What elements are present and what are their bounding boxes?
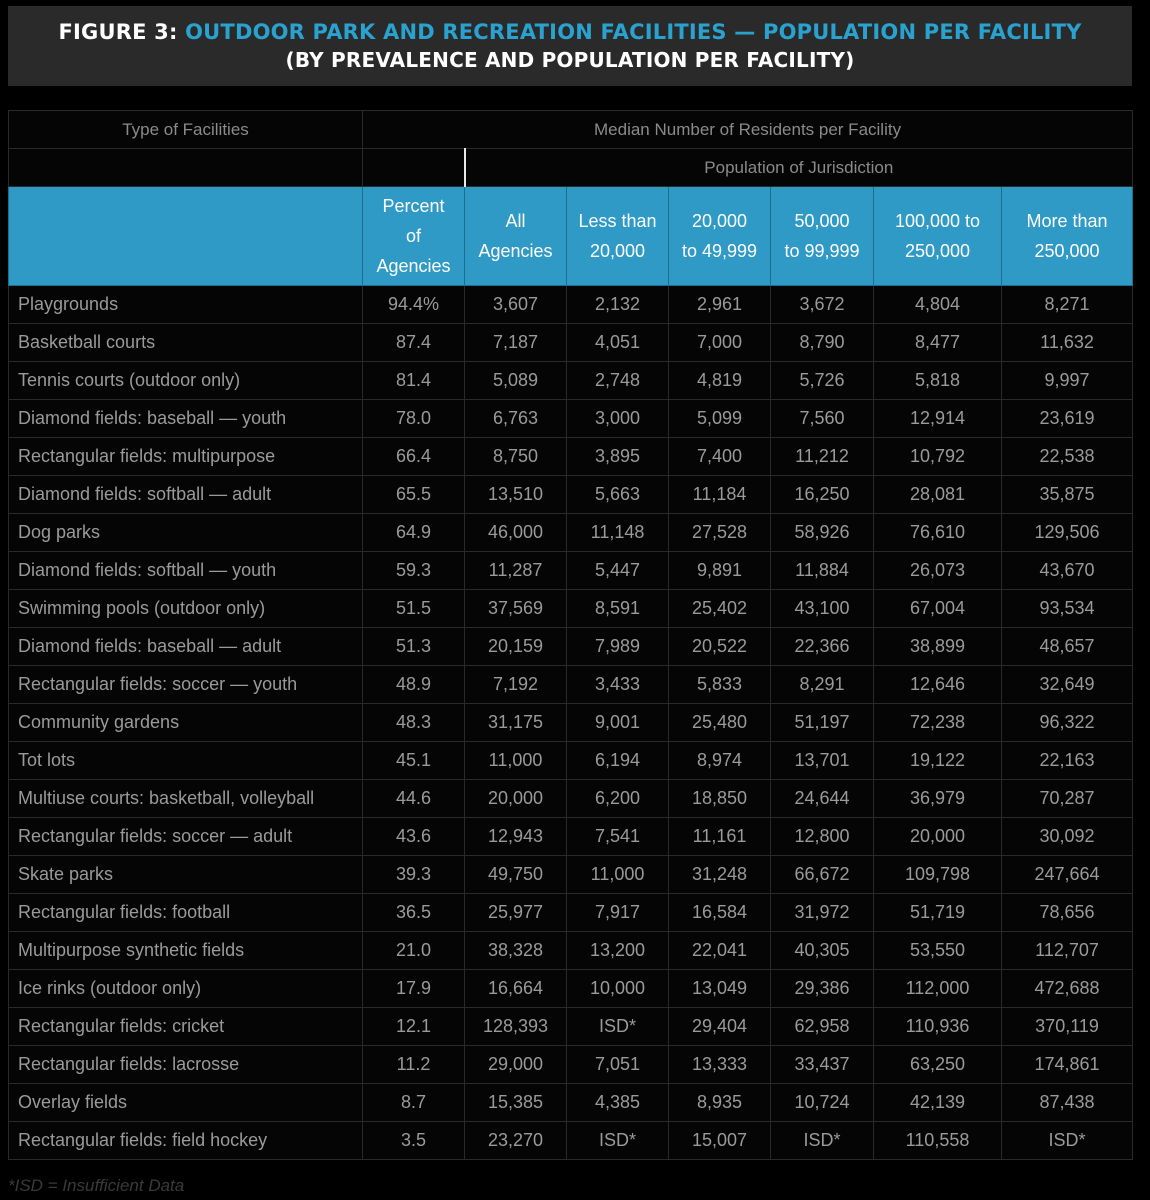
table-row: [9, 286, 1133, 324]
header-type-of-facilities: Type of Facilities: [9, 111, 363, 149]
table-cell: 51,197: [771, 704, 874, 742]
table-row: [9, 894, 1133, 932]
table-cell: 6,763: [465, 400, 567, 438]
table-cell: 43.6: [363, 818, 465, 856]
table-cell: 11,287: [465, 552, 567, 590]
table-cell: 8,477: [874, 324, 1002, 362]
table-cell: 18,850: [669, 780, 771, 818]
table-cell: 9,997: [1002, 362, 1133, 400]
table-cell: 10,724: [771, 1084, 874, 1122]
table-cell: 19,122: [874, 742, 1002, 780]
table-cell: 22,163: [1002, 742, 1133, 780]
table-cell: 66,672: [771, 856, 874, 894]
header-blank-1: [9, 149, 363, 187]
table-cell: 7,560: [771, 400, 874, 438]
table-cell: 67,004: [874, 590, 1002, 628]
title-accent: OUTDOOR PARK AND RECREATION FACILITIES — POPULATION PER FACILITY: [185, 20, 1082, 44]
facility-name: Community gardens: [9, 704, 363, 742]
table-cell: 112,707: [1002, 932, 1133, 970]
table-row: [9, 932, 1133, 970]
table-cell: 62,958: [771, 1008, 874, 1046]
table-cell: 38,328: [465, 932, 567, 970]
table-cell: 4,385: [567, 1084, 669, 1122]
table-cell: 10,000: [567, 970, 669, 1008]
table-cell: 30,092: [1002, 818, 1133, 856]
facility-name: Multiuse courts: basketball, volleyball: [9, 780, 363, 818]
table-cell: 38,899: [874, 628, 1002, 666]
table-cell: 11,632: [1002, 324, 1133, 362]
column-header-100000-250000: 100,000 to 250,000: [874, 187, 1002, 286]
facility-name: Tot lots: [9, 742, 363, 780]
table-cell: 11,161: [669, 818, 771, 856]
column-header-gt-250000: More than 250,000: [1002, 187, 1133, 286]
table-row: [9, 514, 1133, 552]
table-cell: 13,049: [669, 970, 771, 1008]
table-cell: 12,943: [465, 818, 567, 856]
table-cell: 3,000: [567, 400, 669, 438]
facility-name: Playgrounds: [9, 286, 363, 324]
table-cell: 31,248: [669, 856, 771, 894]
table-cell: 5,099: [669, 400, 771, 438]
table-cell: 6,194: [567, 742, 669, 780]
table-cell: 48.9: [363, 666, 465, 704]
facility-name: Dog parks: [9, 514, 363, 552]
facility-name: Swimming pools (outdoor only): [9, 590, 363, 628]
table-cell: 12,646: [874, 666, 1002, 704]
facility-name: Diamond fields: softball — adult: [9, 476, 363, 514]
facility-name: Rectangular fields: field hockey: [9, 1122, 363, 1160]
table-cell: 11,000: [567, 856, 669, 894]
table-cell: 72,238: [874, 704, 1002, 742]
table-cell: 23,619: [1002, 400, 1133, 438]
table-cell: 174,861: [1002, 1046, 1133, 1084]
column-header-lt-20000: Less than 20,000: [567, 187, 669, 286]
table-cell: 4,804: [874, 286, 1002, 324]
facility-name: Rectangular fields: soccer — youth: [9, 666, 363, 704]
table-cell: 3.5: [363, 1122, 465, 1160]
facility-name: Diamond fields: baseball — youth: [9, 400, 363, 438]
table-cell: 2,961: [669, 286, 771, 324]
facility-name: Rectangular fields: lacrosse: [9, 1046, 363, 1084]
facilities-table: [8, 110, 1133, 1160]
table-cell: 21.0: [363, 932, 465, 970]
table-cell: 16,664: [465, 970, 567, 1008]
table-cell: 7,400: [669, 438, 771, 476]
title-prefix: FIGURE 3:: [58, 20, 186, 44]
table-cell: 81.4: [363, 362, 465, 400]
table-row: [9, 362, 1133, 400]
table-cell: 11,184: [669, 476, 771, 514]
table-cell: 11,212: [771, 438, 874, 476]
table-cell: 129,506: [1002, 514, 1133, 552]
table-cell: 16,250: [771, 476, 874, 514]
column-header-percent: Percent of Agencies: [363, 187, 465, 286]
table-cell: 20,159: [465, 628, 567, 666]
table-cell: 4,819: [669, 362, 771, 400]
facility-name: Ice rinks (outdoor only): [9, 970, 363, 1008]
table-cell: 96,322: [1002, 704, 1133, 742]
table-cell: 17.9: [363, 970, 465, 1008]
table-cell: 28,081: [874, 476, 1002, 514]
table-row: [9, 704, 1133, 742]
table-cell: 9,001: [567, 704, 669, 742]
table-body: [9, 286, 1133, 1160]
table-cell: ISD*: [1002, 1122, 1133, 1160]
table-row: [9, 856, 1133, 894]
facility-name: Overlay fields: [9, 1084, 363, 1122]
table-cell: 31,972: [771, 894, 874, 932]
table-cell: 110,936: [874, 1008, 1002, 1046]
table-cell: 27,528: [669, 514, 771, 552]
table-cell: 94.4%: [363, 286, 465, 324]
table-row: [9, 628, 1133, 666]
facility-name: Rectangular fields: football: [9, 894, 363, 932]
facility-name: Multipurpose synthetic fields: [9, 932, 363, 970]
table-cell: 7,000: [669, 324, 771, 362]
table-cell: 20,000: [465, 780, 567, 818]
table-row: [9, 438, 1133, 476]
table-cell: 32,649: [1002, 666, 1133, 704]
table-cell: 5,089: [465, 362, 567, 400]
table-cell: 63,250: [874, 1046, 1002, 1084]
table-cell: 37,569: [465, 590, 567, 628]
table-cell: 46,000: [465, 514, 567, 552]
table-cell: 51.5: [363, 590, 465, 628]
table-cell: 8,935: [669, 1084, 771, 1122]
table-cell: 7,187: [465, 324, 567, 362]
table-cell: 51.3: [363, 628, 465, 666]
table-cell: 12.1: [363, 1008, 465, 1046]
table-cell: 5,663: [567, 476, 669, 514]
table-cell: 112,000: [874, 970, 1002, 1008]
facility-name: Rectangular fields: multipurpose: [9, 438, 363, 476]
table-cell: 2,132: [567, 286, 669, 324]
table-cell: 48,657: [1002, 628, 1133, 666]
table-cell: 3,433: [567, 666, 669, 704]
table-cell: 87.4: [363, 324, 465, 362]
table-cell: 29,000: [465, 1046, 567, 1084]
table-cell: 472,688: [1002, 970, 1133, 1008]
table-cell: 78,656: [1002, 894, 1133, 932]
table-row: [9, 476, 1133, 514]
table-cell: 29,386: [771, 970, 874, 1008]
table-cell: 3,672: [771, 286, 874, 324]
column-header-all-agencies: All Agencies: [465, 187, 567, 286]
table-cell: 7,192: [465, 666, 567, 704]
table-cell: 93,534: [1002, 590, 1133, 628]
title-line-1: [8, 20, 1132, 44]
table-cell: 8,790: [771, 324, 874, 362]
table-cell: 10,792: [874, 438, 1002, 476]
table-cell: 8,974: [669, 742, 771, 780]
title-line-2: (BY PREVALENCE AND POPULATION PER FACILITY): [285, 48, 855, 72]
facility-name: Basketball courts: [9, 324, 363, 362]
table-cell: 26,073: [874, 552, 1002, 590]
table-cell: 22,538: [1002, 438, 1133, 476]
facility-name: Tennis courts (outdoor only): [9, 362, 363, 400]
table-cell: 35,875: [1002, 476, 1133, 514]
table-cell: 44.6: [363, 780, 465, 818]
table-cell: 45.1: [363, 742, 465, 780]
facility-name: Rectangular fields: cricket: [9, 1008, 363, 1046]
table-cell: 59.3: [363, 552, 465, 590]
table-row: [9, 1046, 1133, 1084]
table-row: [9, 552, 1133, 590]
table-cell: 8,291: [771, 666, 874, 704]
table-cell: 22,366: [771, 628, 874, 666]
table-cell: ISD*: [567, 1122, 669, 1160]
figure-title: [8, 6, 1132, 86]
table-cell: 11,884: [771, 552, 874, 590]
table-row: [9, 1084, 1133, 1122]
table-cell: 20,000: [874, 818, 1002, 856]
table-cell: 110,558: [874, 1122, 1002, 1160]
column-header-50000-99999: 50,000 to 99,999: [771, 187, 874, 286]
table-cell: 64.9: [363, 514, 465, 552]
table-cell: 43,670: [1002, 552, 1133, 590]
table-cell: 7,917: [567, 894, 669, 932]
table-cell: 65.5: [363, 476, 465, 514]
table-cell: 33,437: [771, 1046, 874, 1084]
table-cell: 48.3: [363, 704, 465, 742]
table-cell: ISD*: [771, 1122, 874, 1160]
table-row: [9, 780, 1133, 818]
table-cell: 247,664: [1002, 856, 1133, 894]
table-cell: 370,119: [1002, 1008, 1133, 1046]
table-cell: 66.4: [363, 438, 465, 476]
table-cell: 5,818: [874, 362, 1002, 400]
table-cell: 7,989: [567, 628, 669, 666]
table-cell: 12,800: [771, 818, 874, 856]
table-cell: 25,480: [669, 704, 771, 742]
table-cell: 3,895: [567, 438, 669, 476]
table-cell: 109,798: [874, 856, 1002, 894]
table-cell: 9,891: [669, 552, 771, 590]
table-cell: 36.5: [363, 894, 465, 932]
table-cell: 128,393: [465, 1008, 567, 1046]
table-row: [9, 666, 1133, 704]
table-cell: 4,051: [567, 324, 669, 362]
table-row: [9, 818, 1133, 856]
table-cell: 39.3: [363, 856, 465, 894]
table-cell: 49,750: [465, 856, 567, 894]
table-cell: 11,000: [465, 742, 567, 780]
table-cell: 25,977: [465, 894, 567, 932]
header-blank-2: [363, 149, 465, 187]
table-cell: 13,333: [669, 1046, 771, 1084]
table-row: [9, 590, 1133, 628]
table-cell: 13,200: [567, 932, 669, 970]
table-row: [9, 742, 1133, 780]
table-cell: 5,447: [567, 552, 669, 590]
table-cell: 24,644: [771, 780, 874, 818]
table-cell: 42,139: [874, 1084, 1002, 1122]
table-cell: ISD*: [567, 1008, 669, 1046]
table-cell: 11,148: [567, 514, 669, 552]
table-row: [9, 1122, 1133, 1160]
table-cell: 87,438: [1002, 1084, 1133, 1122]
table-row: [9, 970, 1133, 1008]
table-cell: 16,584: [669, 894, 771, 932]
table-cell: 25,402: [669, 590, 771, 628]
table-cell: 58,926: [771, 514, 874, 552]
table-cell: 36,979: [874, 780, 1002, 818]
table-cell: 20,522: [669, 628, 771, 666]
table-cell: 76,610: [874, 514, 1002, 552]
table-row: [9, 1008, 1133, 1046]
header-median-residents: Median Number of Residents per Facility: [363, 111, 1133, 149]
column-header-name: [9, 187, 363, 286]
table-cell: 8,591: [567, 590, 669, 628]
header-population-of-jurisdiction: Population of Jurisdiction: [465, 149, 1133, 187]
column-header-row: [9, 187, 1133, 286]
table-cell: 53,550: [874, 932, 1002, 970]
table-cell: 12,914: [874, 400, 1002, 438]
table-cell: 13,510: [465, 476, 567, 514]
table-cell: 6,200: [567, 780, 669, 818]
table-cell: 51,719: [874, 894, 1002, 932]
table-row: [9, 400, 1133, 438]
facility-name: Diamond fields: baseball — adult: [9, 628, 363, 666]
table-cell: 8,271: [1002, 286, 1133, 324]
table-cell: 31,175: [465, 704, 567, 742]
table-cell: 15,007: [669, 1122, 771, 1160]
table-cell: 5,726: [771, 362, 874, 400]
footnote: *ISD = Insufficient Data: [8, 1176, 185, 1195]
table-cell: 78.0: [363, 400, 465, 438]
table-cell: 22,041: [669, 932, 771, 970]
table-cell: 8.7: [363, 1084, 465, 1122]
table-cell: 23,270: [465, 1122, 567, 1160]
column-header-20000-49999: 20,000 to 49,999: [669, 187, 771, 286]
table-cell: 5,833: [669, 666, 771, 704]
table-cell: 2,748: [567, 362, 669, 400]
table-cell: 40,305: [771, 932, 874, 970]
table-cell: 13,701: [771, 742, 874, 780]
table-cell: 15,385: [465, 1084, 567, 1122]
table-row: [9, 324, 1133, 362]
facility-name: Rectangular fields: soccer — adult: [9, 818, 363, 856]
table-cell: 7,051: [567, 1046, 669, 1084]
table-cell: 29,404: [669, 1008, 771, 1046]
table-cell: 3,607: [465, 286, 567, 324]
table-cell: 11.2: [363, 1046, 465, 1084]
table-cell: 70,287: [1002, 780, 1133, 818]
table-cell: 43,100: [771, 590, 874, 628]
facility-name: Diamond fields: softball — youth: [9, 552, 363, 590]
table-cell: 7,541: [567, 818, 669, 856]
facility-name: Skate parks: [9, 856, 363, 894]
table-cell: 8,750: [465, 438, 567, 476]
